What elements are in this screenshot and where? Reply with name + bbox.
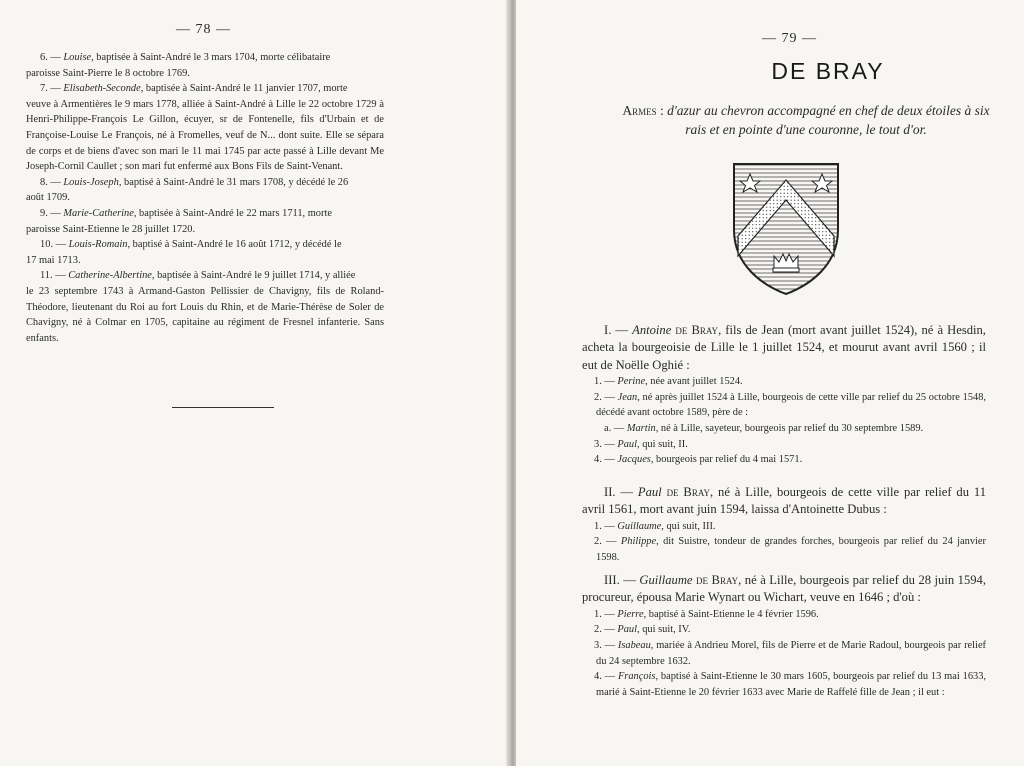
forename: Paul	[637, 485, 662, 499]
left-page	[0, 0, 508, 766]
child-name: Louis-Romain	[68, 239, 128, 251]
page-number-78: — 78 —	[176, 22, 231, 37]
section-II: II. — Paul de Bray, né à Lille, bourgeois de cette ville par relief du 11 avril 1561, mort avant juin 1594, laissa d'Antoinette Dubus : 1. — Guillaume, qui suit, III. 2. — Philippe, dit Suistre, tondeur de grandes forches, bourgeois par relief du 24 janvier 1598.	[582, 484, 986, 566]
section-I: I. — Antoine de Bray, fils de Jean (mort avant juillet 1524), né à Hesdin, acheta la bourgeoisie de Lille le 1 juillet 1524, et mourut avant avril 1560 ; il eut de Noëlle Oghié : 1. — Perine, née avant juillet 1524. 2. — Jean, né après juillet 1524 à Lille, bourgeois de cette ville par relief du 25 octobre 1548, décédé avant octobre 1589, père de : a. — Martin, né à Lille, sayeteur, bourgeois par relief du 30 septembre 1589. 3. — Paul, qui suit, II. 4. — Jacques, bourgeois par relief du 4 mai 1571.	[582, 322, 986, 468]
left-text-column	[26, 50, 384, 346]
entry-11: 11. — Catherine-Albertine, baptisée à Saint-André le 9 juillet 1714, y alliée le 23 septembre 1743 à Armand-Gaston Pellissier de Chavigny, fils de Roland-Théodore, lieutenant du Roi au fort Louis du Rhin, et de Marie-Thérèse de Soler de Chavigny, né à Colmar en 1705, capitaine au régiment de Fresnel infanterie. Sans enfants.	[26, 270, 384, 344]
list-item: 1. — Guillaume, qui suit, III.	[594, 520, 716, 532]
list-item: 1. — Perine, née avant juillet 1524.	[594, 376, 743, 388]
arms-label: Armes :	[622, 103, 664, 118]
forename: Antoine	[632, 323, 672, 337]
entry-9: 9. — Marie-Catherine, baptisée à Saint-André le 22 mars 1711, morte paroisse Saint-Etienne le 28 juillet 1720.	[26, 207, 332, 235]
entry-10: 10. — Louis-Romain, baptisé à Saint-André le 16 août 1712, y décédé le 17 mai 1713.	[26, 239, 342, 266]
family-title: DE BRAY	[771, 58, 885, 84]
child-name: Catherine-Albertine	[68, 270, 152, 282]
forename: Guillaume	[639, 573, 693, 587]
arms-blazon: d'azur au chevron accompagné en chef de deux étoiles à six rais et en pointe d'une couronne, le tout d'or.	[667, 103, 990, 137]
list-item: 3. — Isabeau, mariée à Andrieu Morel, fils de Pierre et de Marie Radoul, bourgeois par relief du 24 septembre 1632.	[594, 640, 987, 667]
list-item: 2. — Jean, né après juillet 1524 à Lille, bourgeois de cette ville par relief du 25 octobre 1548, décédé avant octobre 1589, père de :	[594, 391, 987, 419]
list-item: 2. — Philippe, dit Suistre, tondeur de grandes forches, bourgeois par relief du 24 janvier 1598.	[594, 536, 987, 563]
entry-8: 8. — Louis-Joseph, baptisé à Saint-André le 31 mars 1708, y décédé le 26 août 1709.	[26, 176, 349, 204]
list-item: a. — Martin, né à Lille, sayeteur, bourgeois par relief du 30 septembre 1589.	[604, 423, 924, 434]
page-number-79: — 79 —	[762, 31, 817, 46]
child-name: Elisabeth-Seconde	[63, 83, 141, 95]
end-rule	[172, 407, 274, 408]
list-item: 4. — Jacques, bourgeois par relief du 4 mai 1571.	[594, 454, 803, 466]
child-name: Marie-Catherine	[63, 207, 134, 219]
child-name: Louis-Joseph	[63, 176, 119, 188]
entry-7: 7. — Elisabeth-Seconde, baptisée à Saint-André le 11 janvier 1707, morte veuve à Armentières le 9 mars 1778, alliée à Saint-André à Lille le 22 octobre 1729 à Henri-Philippe-François Le Gillon, écuyer, sr de Fontenelle, fils d'Urbain et de Françoise-Louise Le François, né à Fromelles, veuf de N... dont suite. Elle se sépara de corps et de biens d'avec son mari le 11 mai 1745 par acte passé à Lille devant Me Joseph-Cornil Caullet ; son mari fut enfermé aux Bons Fils de Saint-Venant.	[26, 83, 384, 173]
list-item: 3. — Paul, qui suit, II.	[594, 438, 688, 450]
coat-of-arms-icon	[730, 160, 842, 298]
list-item: 4. — François, baptisé à Saint-Etienne le 30 mars 1605, bourgeois par relief du 13 mai 1633, marié à Saint-Etienne le 20 février 1633 avec Marie de Raffelé fille de Jean ; il eut :	[594, 671, 987, 698]
arms-description	[616, 101, 996, 139]
list-item: 1. — Pierre, baptisé à Saint-Etienne le 4 février 1596.	[594, 608, 819, 620]
child-name: Louise	[63, 52, 92, 63]
right-page	[516, 0, 1024, 766]
list-item: 2. — Paul, qui suit, IV.	[594, 624, 691, 636]
section-III: III. — Guillaume de Bray, né à Lille, bourgeois par relief du 28 juin 1594, procureur, épousa Marie Wynart ou Wichart, veuve en 1646 ; d'où : 1. — Pierre, baptisé à Saint-Etienne le 4 février 1596. 2. — Paul, qui suit, IV. 3. — Isabeau, mariée à Andrieu Morel, fils de Pierre et de Marie Radoul, bourgeois par relief du 24 septembre 1632. 4. — François, baptisé à Saint-Etienne le 30 mars 1605, bourgeois par relief du 13 mai 1633, marié à Saint-Etienne le 20 février 1633 avec Marie de Raffelé fille de Jean ; il eut :	[582, 572, 986, 700]
entry-6: 6. — Louise, baptisée à Saint-André le 3 mars 1704, morte célibataire paroisse Saint-Pierre le 8 octobre 1769.	[26, 52, 331, 79]
